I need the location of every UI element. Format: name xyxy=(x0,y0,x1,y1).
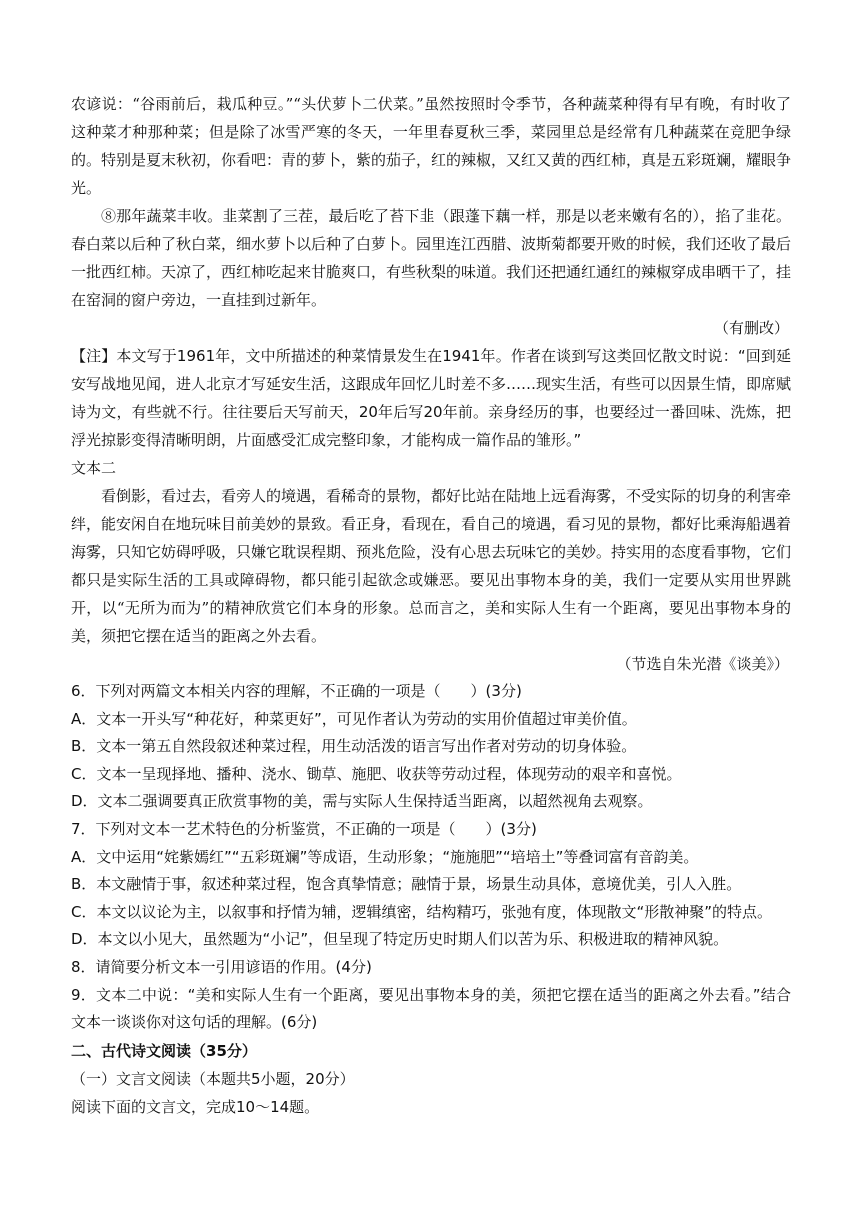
question-7-option-a: A．文中运用“姹紫嫣红”“五彩斑斓”等成语，生动形象；“施施肥”“培培土”等叠词富有音韵美。 xyxy=(71,847,699,866)
question-6-option-b: B．文本一第五自然段叙述种菜过程，用生动活泼的语言写出作者对劳动的切身体验。 xyxy=(71,737,637,756)
text1-footnote: 【注】本文写于1961年，文中所描述的种菜情景发生在1941年。作者在谈到写这类回忆散文时说：“回到延安写战地见闻，进人北京才写延安生活，这跟成年回忆儿时差不多……现实生活，有些可以因景生情，即席赋诗为文，有些就不行。往往要后天写前天，20年后写20年前。亲身经历的事，也要经过一番回味、洗炼，把浮光掠影变得清晰明朗，片面感受汇成完整印象，才能构成一篇作品的雏形。” xyxy=(71,347,792,449)
question-6-option-d: D．文本二强调要真正欣赏事物的美，需与实际人生保持适当距离，以超然视角去观察。 xyxy=(71,792,653,811)
question-6-option-c: C．文本一呈现择地、播种、浇水、锄草、施肥、收获等劳动过程，体现劳动的艰辛和喜悦。 xyxy=(71,764,682,783)
question-7-option-b: B．本文融情于事，叙述种菜过程，饱含真挚情意；融情于景，场景生动具体，意境优美，引人入胜。 xyxy=(71,875,742,894)
text2-label: 文本二 xyxy=(71,459,117,477)
text2-source: （节选自朱光潜《谈美》） xyxy=(616,655,789,673)
text1-paragraph-7-continued: 农谚说：“谷雨前后，栽瓜种豆。”“头伏萝卜二伏菜。”虽然按照时令季节，各种蔬菜种得有早有晚，有时收了这种菜才种那种菜；但是除了冰雪严寒的冬天，一年里春夏秋三季，菜园里总是经常有几种蔬菜在竞肥争绿的。特别是夏末秋初，你看吧：青的萝卜，紫的茄子，红的辣椒，又红又黄的西红柿，真是五彩斑斓，耀眼争光。 xyxy=(71,95,792,197)
question-9: 9．文本二中说：“美和实际人生有一个距离，要见出事物本身的美，须把它摆在适当的距离之外去看。”结合文本一谈谈你对这句话的理解。(6分) xyxy=(71,985,791,1032)
text1-source-note: （有删改） xyxy=(713,319,789,337)
text2-body: 看倒影，看过去，看旁人的境遇，看稀奇的景物，都好比站在陆地上远看海雾，不受实际的切身的利害牵绊，能安闲自在地玩味目前美妙的景致。看正身，看现在，看自己的境遇，看习见的景物，都好比乘海船遇着海雾，只知它妨碍呼吸，只嫌它耽误程期、预兆危险，没有心思去玩味它的美妙。持实用的态度看事物，它们都只是实际生活的工具或障碍物，都只能引起欲念或嫌恶。要见出事物本身的美，我们一定要从实用世界跳开，以“无所为而为”的精神欣赏它们本身的形象。总而言之，美和实际人生有一个距离，要见出事物本身的美，须把它摆在适当的距离之外去看。 xyxy=(71,487,792,645)
question-6: 6．下列对两篇文本相关内容的理解，不正确的一项是（ ）(3分) xyxy=(71,682,522,700)
section-2-instruction: 阅读下面的文言文，完成10～14题。 xyxy=(71,1097,320,1116)
question-6-option-a: A．文本一开头写“种花好，种菜更好”，可见作者认为劳动的实用价值超过审美价值。 xyxy=(71,709,637,728)
question-block xyxy=(71,678,791,1037)
document-page xyxy=(71,90,791,1121)
text1-paragraph-8: ⑧那年蔬菜丰收。韭菜割了三茬，最后吃了苔下韭（跟蓬下藕一样，那是以老来嫩有名的），掐了韭花。春白菜以后种了秋白菜，细水萝卜以后种了白萝卜。园里连江西腊、波斯菊都要开败的时候，我们还收了最后一批西红柿。天凉了，西红柿吃起来甘脆爽口，有些秋梨的味道。我们还把通红通红的辣椒穿成串晒干了，挂在窑洞的窗户旁边，一直挂到过新年。 xyxy=(71,207,792,309)
section-2-heading: 二、古代诗文阅读（35分） xyxy=(71,1041,257,1060)
section-2-subheading: （一）文言文阅读（本题共5小题，20分） xyxy=(71,1069,355,1088)
question-8: 8．请简要分析文本一引用谚语的作用。(4分) xyxy=(71,957,372,976)
question-7-option-d: D．本文以小见大，虽然题为“小记”，但呈现了特定历史时期人们以苦为乐、积极进取的精神风貌。 xyxy=(71,930,729,949)
question-7: 7．下列对文本一艺术特色的分析鉴赏，不正确的一项是（ ）(3分) xyxy=(71,819,537,838)
question-7-option-c: C．本文以议论为主，以叙事和抒情为辅，逻辑缜密，结构精巧，张弛有度，体现散文“形散神聚”的特点。 xyxy=(71,902,773,921)
